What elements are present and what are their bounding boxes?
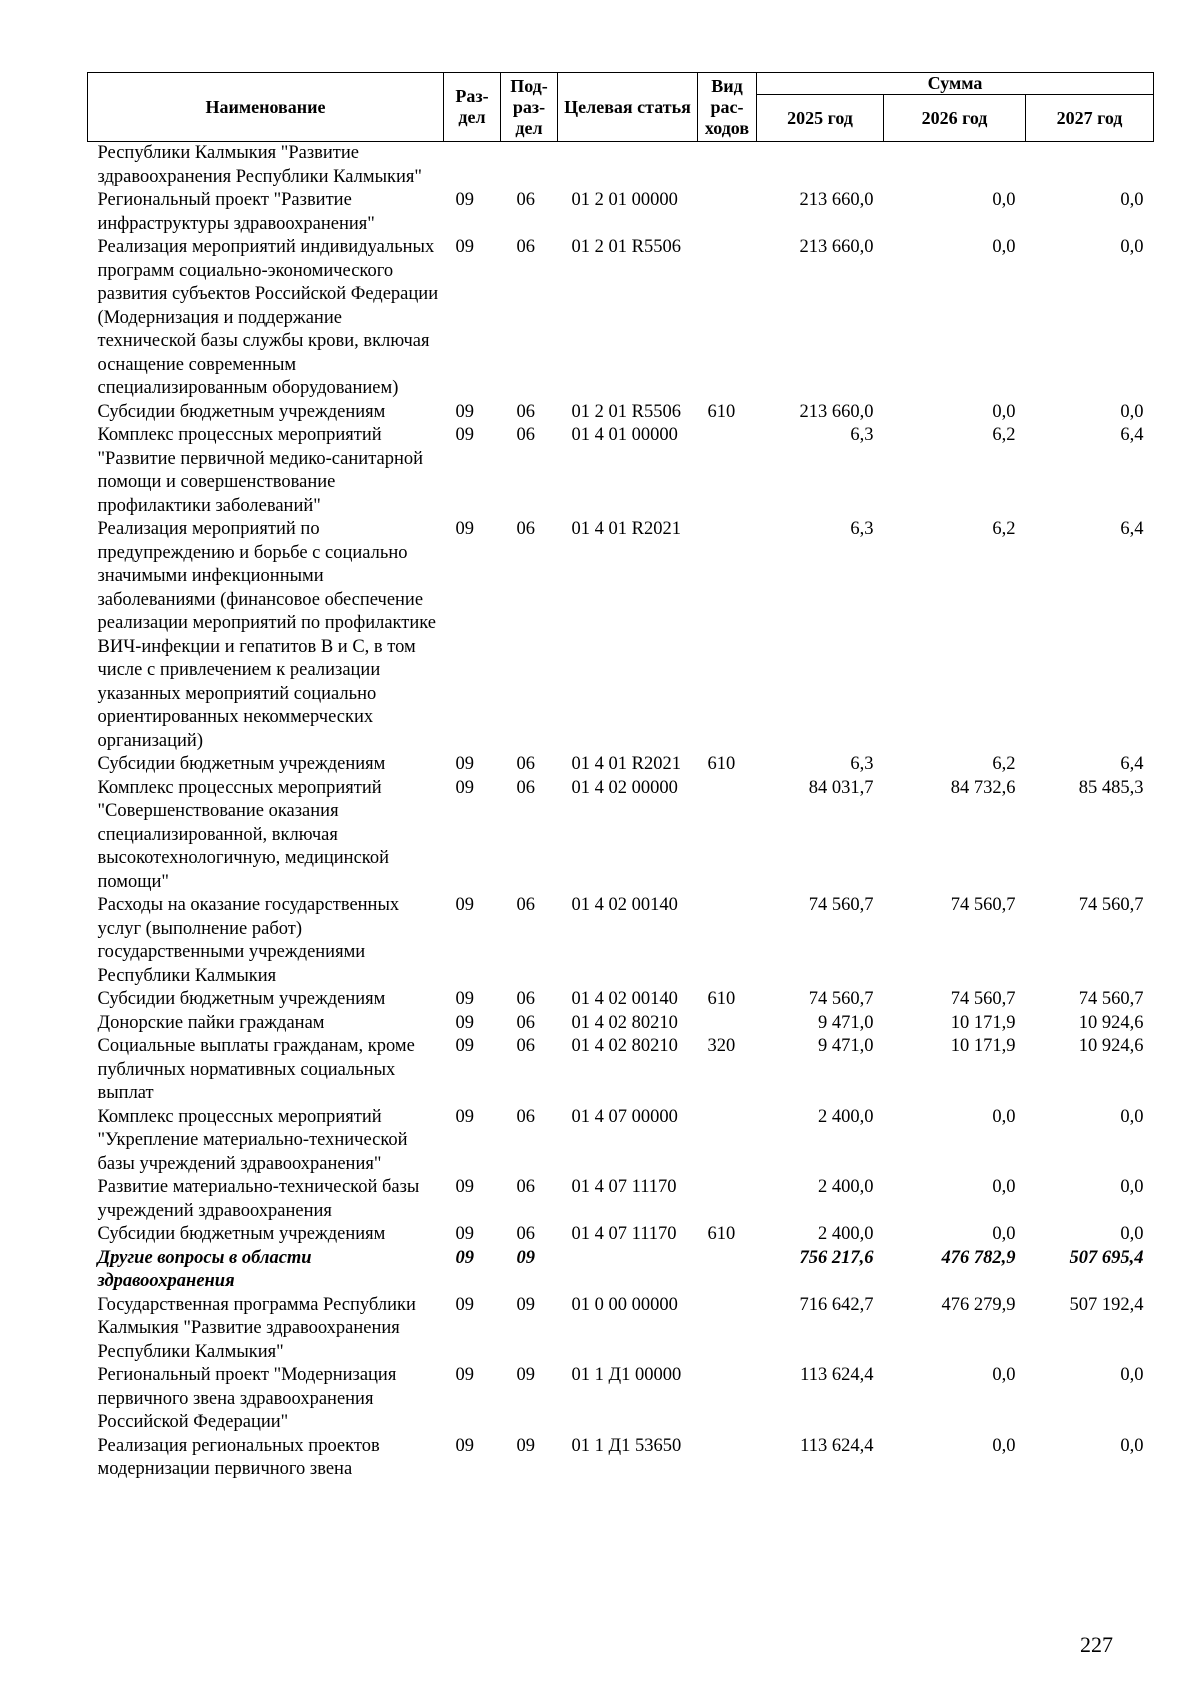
header-target: Целевая статья [558, 73, 698, 142]
cell-vid [698, 518, 757, 753]
table-row [88, 1247, 1154, 1294]
cell-2026: 0,0 [992, 1365, 1016, 1385]
cell-2026: 0,0 [992, 1224, 1016, 1244]
cell-podrazdel: 09 [516, 1294, 535, 1315]
cell-2025: 2 400,0 [818, 1177, 874, 1197]
table-row [88, 1106, 1154, 1177]
cell-podrazdel: 06 [516, 1012, 535, 1033]
cell-razdel: 09 [455, 1012, 474, 1033]
cell-vid [698, 1106, 757, 1177]
cell-target: 01 1 Д1 00000 [571, 1365, 682, 1385]
cell-2026: 476 279,9 [941, 1294, 1016, 1315]
cell-2025: 2 400,0 [818, 1106, 874, 1127]
cell-razdel: 09 [455, 895, 474, 915]
cell-vid [698, 894, 757, 988]
cell-podrazdel: 09 [516, 1435, 535, 1456]
cell-razdel: 09 [455, 1036, 474, 1056]
cell-2027: 0,0 [1120, 1365, 1144, 1385]
cell-vid: 610 [707, 1224, 736, 1244]
cell-2025: 113 624,4 [800, 1435, 874, 1456]
table-row [88, 189, 1154, 236]
cell-podrazdel: 06 [516, 1177, 535, 1197]
cell-razdel: 09 [455, 401, 474, 422]
cell-vid: 610 [707, 401, 736, 422]
cell-podrazdel [501, 142, 558, 190]
cell-razdel: 09 [455, 519, 474, 539]
cell-vid [698, 424, 757, 518]
cell-name: Социальные выплаты гражданам, кроме публичных нормативных социальных выплат [97, 1036, 415, 1103]
table-row [88, 401, 1154, 425]
cell-2025 [757, 142, 884, 190]
cell-name: Реализация региональных проектов модернизации первичного звена [97, 1435, 380, 1479]
cell-name: Региональный проект "Развитие инфраструктуры здравоохранения" [97, 190, 375, 234]
cell-vid [698, 1012, 757, 1036]
cell-razdel: 09 [455, 1294, 474, 1315]
cell-2026: 0,0 [992, 237, 1016, 257]
cell-2027: 507 192,4 [1069, 1294, 1144, 1315]
cell-2027 [1026, 142, 1154, 190]
cell-target: 01 4 01 R2021 [571, 754, 681, 774]
cell-2027: 10 924,6 [1078, 1012, 1144, 1033]
cell-2027: 74 560,7 [1078, 895, 1144, 915]
table-body [88, 142, 1154, 1482]
header-vid: Вид рас- ходов [698, 73, 757, 142]
cell-podrazdel: 06 [516, 237, 535, 257]
cell-podrazdel: 06 [516, 425, 535, 445]
table-row [88, 142, 1154, 190]
cell-target: 01 4 02 80210 [571, 1036, 678, 1056]
cell-name: Донорские пайки гражданам [97, 1012, 325, 1033]
cell-name: Республики Калмыкия "Развитие здравоохранения Республики Калмыкия" [97, 143, 422, 187]
cell-vid [698, 142, 757, 190]
cell-name: Субсидии бюджетным учреждениям [97, 754, 386, 774]
cell-2025: 213 660,0 [799, 237, 874, 257]
document-page [87, 72, 1153, 1482]
cell-target: 01 0 00 00000 [571, 1294, 678, 1315]
cell-2026: 476 782,9 [941, 1247, 1016, 1268]
table-row [88, 424, 1154, 518]
table-row [88, 518, 1154, 753]
cell-vid: 610 [707, 754, 736, 774]
cell-2027: 0,0 [1120, 190, 1144, 210]
cell-name: Другие вопросы в области здравоохранения [97, 1247, 312, 1291]
cell-2027: 0,0 [1120, 401, 1144, 422]
table-row [88, 1035, 1154, 1106]
header-year-2025: 2025 год [757, 95, 884, 142]
cell-2026 [884, 142, 1026, 190]
cell-vid: 320 [707, 1036, 736, 1056]
table-row [88, 1364, 1154, 1435]
cell-podrazdel: 09 [516, 1365, 535, 1385]
table-row [88, 1294, 1154, 1365]
cell-razdel: 09 [455, 754, 474, 774]
cell-razdel [444, 142, 501, 190]
cell-2027: 6,4 [1120, 519, 1144, 539]
cell-2027: 74 560,7 [1078, 989, 1144, 1009]
cell-vid [698, 1294, 757, 1365]
cell-2025: 9 471,0 [818, 1012, 874, 1033]
cell-target: 01 4 02 80210 [571, 1012, 678, 1033]
cell-2026: 0,0 [992, 1106, 1016, 1127]
header-name: Наименование [88, 73, 444, 142]
cell-2026: 84 732,6 [950, 777, 1016, 798]
cell-2027: 507 695,4 [1069, 1247, 1144, 1268]
cell-podrazdel: 06 [516, 1106, 535, 1127]
budget-table [87, 72, 1154, 1482]
cell-2025: 6,3 [850, 519, 874, 539]
table-row [88, 1176, 1154, 1223]
cell-target: 01 4 07 11170 [571, 1224, 677, 1244]
cell-razdel: 09 [455, 1224, 474, 1244]
table-row [88, 894, 1154, 988]
cell-target: 01 2 01 00000 [571, 190, 678, 210]
cell-podrazdel: 06 [516, 401, 535, 422]
cell-2026: 0,0 [992, 401, 1016, 422]
cell-vid [698, 1435, 757, 1482]
cell-name: Расходы на оказание государственных услуг (выполнение работ) государственными учреждениями Республики Калмыкия [97, 895, 400, 986]
cell-name: Субсидии бюджетным учреждениям [97, 401, 386, 422]
cell-2025: 213 660,0 [799, 401, 874, 422]
cell-target: 01 1 Д1 53650 [571, 1435, 682, 1456]
cell-2026: 6,2 [992, 519, 1016, 539]
cell-podrazdel: 06 [516, 190, 535, 210]
table-header [88, 73, 1154, 142]
table-row [88, 1012, 1154, 1036]
cell-name: Комплекс процессных мероприятий "Укрепление материально-технической базы учреждений здравоохранения" [97, 1106, 408, 1174]
header-year-2026: 2026 год [884, 95, 1026, 142]
cell-name: Субсидии бюджетным учреждениям [97, 989, 386, 1009]
cell-target: 01 4 01 R2021 [571, 519, 681, 539]
cell-target [558, 1247, 698, 1294]
cell-2027: 0,0 [1120, 1106, 1144, 1127]
cell-2026: 10 171,9 [950, 1012, 1016, 1033]
cell-2026: 10 171,9 [950, 1036, 1016, 1056]
cell-2026: 6,2 [992, 425, 1016, 445]
cell-name: Субсидии бюджетным учреждениям [97, 1224, 386, 1244]
cell-razdel: 09 [455, 1106, 474, 1127]
header-razdel: Раз- дел [444, 73, 501, 142]
cell-target [558, 142, 698, 190]
cell-podrazdel: 06 [516, 895, 535, 915]
cell-target: 01 4 02 00140 [571, 895, 678, 915]
cell-2026: 0,0 [992, 1177, 1016, 1197]
cell-name: Комплекс процессных мероприятий "Совершенствование оказания специализированной, включая высокотехнологичную, медицинской помощи" [97, 777, 389, 892]
cell-target: 01 4 02 00000 [571, 777, 678, 798]
cell-2026: 74 560,7 [950, 895, 1016, 915]
cell-2025: 113 624,4 [800, 1365, 874, 1385]
cell-target: 01 4 01 00000 [571, 425, 678, 445]
cell-podrazdel: 06 [516, 519, 535, 539]
cell-podrazdel: 06 [516, 777, 535, 798]
cell-razdel: 09 [455, 777, 474, 798]
cell-razdel: 09 [455, 237, 474, 257]
cell-target: 01 4 02 00140 [571, 989, 678, 1009]
cell-podrazdel: 06 [516, 1224, 535, 1244]
header-year-2027: 2027 год [1026, 95, 1154, 142]
cell-razdel: 09 [455, 989, 474, 1009]
cell-razdel: 09 [455, 425, 474, 445]
cell-target: 01 4 07 00000 [571, 1106, 678, 1127]
cell-2027: 6,4 [1120, 754, 1144, 774]
cell-2027: 6,4 [1120, 425, 1144, 445]
cell-razdel: 09 [455, 1177, 474, 1197]
cell-2027: 0,0 [1120, 237, 1144, 257]
cell-vid: 610 [707, 989, 736, 1009]
cell-2027: 0,0 [1120, 1224, 1144, 1244]
cell-2025: 756 217,6 [799, 1247, 874, 1268]
cell-name: Государственная программа Республики Калмыкия "Развитие здравоохранения Республики Калмыкия" [97, 1294, 416, 1362]
table-row [88, 1223, 1154, 1247]
cell-razdel: 09 [455, 1435, 474, 1456]
cell-vid [698, 189, 757, 236]
cell-2025: 84 031,7 [808, 777, 874, 798]
cell-target: 01 2 01 R5506 [571, 237, 681, 257]
cell-2025: 9 471,0 [818, 1036, 874, 1056]
cell-name: Развитие материально-технической базы учреждений здравоохранения [97, 1177, 420, 1221]
cell-vid [698, 1247, 757, 1294]
header-sum: Сумма [757, 73, 1154, 95]
cell-razdel: 09 [455, 190, 474, 210]
cell-name: Реализация мероприятий индивидуальных программ социально-экономического развития субъектов Российской Федерации (Модернизация и поддержание технической базы службы крови, включая оснащение современным специализированным оборудованием) [97, 237, 439, 398]
cell-vid [698, 1176, 757, 1223]
cell-2025: 213 660,0 [799, 190, 874, 210]
table-row [88, 777, 1154, 895]
cell-2025: 74 560,7 [808, 895, 874, 915]
cell-2027: 0,0 [1120, 1435, 1144, 1456]
table-row [88, 753, 1154, 777]
cell-vid [698, 1364, 757, 1435]
cell-2027: 10 924,6 [1078, 1036, 1144, 1056]
cell-2026: 74 560,7 [950, 989, 1016, 1009]
cell-name: Региональный проект "Модернизация первичного звена здравоохранения Российской Федерации" [97, 1365, 397, 1432]
cell-vid [698, 236, 757, 401]
cell-podrazdel: 09 [516, 1247, 535, 1268]
cell-podrazdel: 06 [516, 1036, 535, 1056]
cell-target: 01 4 07 11170 [571, 1177, 677, 1197]
cell-razdel: 09 [455, 1365, 474, 1385]
cell-2027: 0,0 [1120, 1177, 1144, 1197]
page-number: 227 [1080, 1632, 1113, 1657]
cell-2025: 74 560,7 [808, 989, 874, 1009]
cell-2025: 6,3 [850, 425, 874, 445]
cell-2027: 85 485,3 [1078, 777, 1144, 798]
header-podrazdel: Под- раз- дел [501, 73, 558, 142]
cell-2025: 6,3 [850, 754, 874, 774]
cell-name: Реализация мероприятий по предупреждению и борьбе с социально значимыми инфекционными заболеваниями (финансовое обеспечение реализации мероприятий по профилактике ВИЧ-инфекции и гепатитов B и C, в том числе с привлечением к реализации указанных мероприятий социально ориентированных некоммерческих организаций) [97, 519, 437, 751]
table-row [88, 988, 1154, 1012]
cell-2026: 6,2 [992, 754, 1016, 774]
cell-vid [698, 777, 757, 895]
cell-2025: 716 642,7 [799, 1294, 874, 1315]
cell-target: 01 2 01 R5506 [571, 401, 681, 422]
cell-name: Комплекс процессных мероприятий "Развитие первичной медико-санитарной помощи и совершенствование профилактики заболеваний" [97, 425, 424, 516]
cell-podrazdel: 06 [516, 989, 535, 1009]
table-row [88, 1435, 1154, 1482]
cell-podrazdel: 06 [516, 754, 535, 774]
cell-2025: 2 400,0 [818, 1224, 874, 1244]
cell-2026: 0,0 [992, 1435, 1016, 1456]
table-row [88, 236, 1154, 401]
cell-razdel: 09 [455, 1247, 474, 1268]
cell-2026: 0,0 [992, 190, 1016, 210]
